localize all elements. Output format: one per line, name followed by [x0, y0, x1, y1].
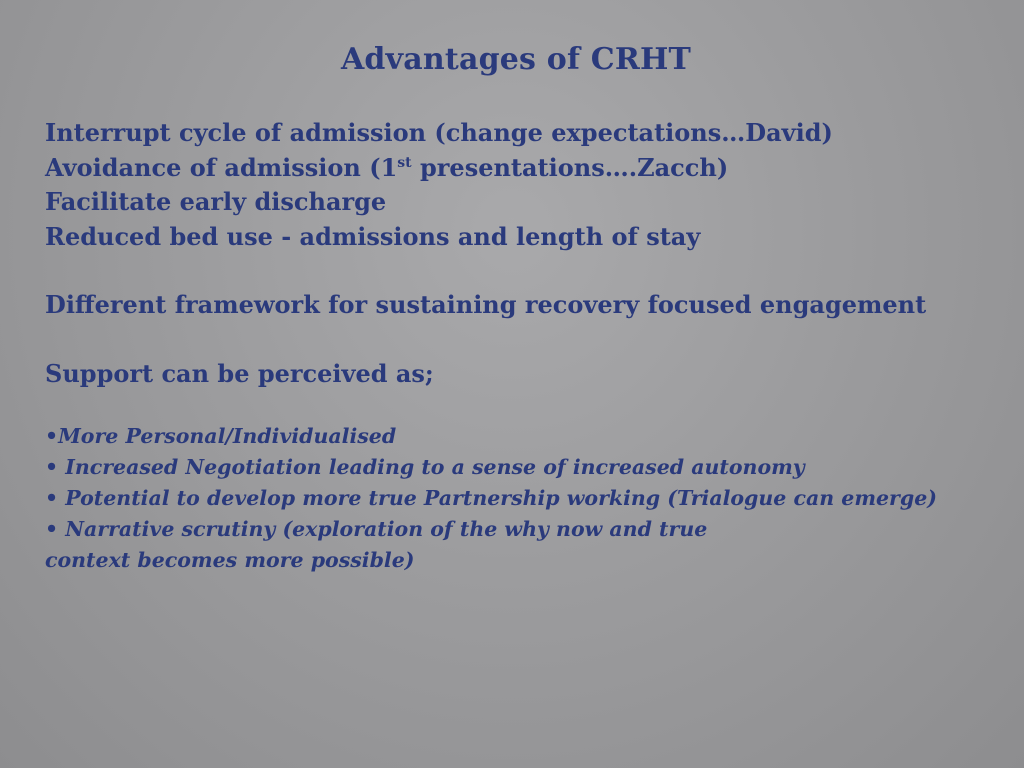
bullet-personal: [45, 421, 985, 452]
bullet-dot: •: [45, 424, 59, 448]
slide-title: Advantages of CRHT: [340, 42, 692, 77]
advantage-avoidance: [45, 151, 985, 186]
advantage-interrupt-cycle: Interrupt cycle of admission (change expectations…David): [45, 118, 833, 147]
bullet-dot: •: [45, 517, 59, 541]
framework-statement: Different framework for sustaining recovery focused engagement: [45, 290, 927, 319]
slide-body: [45, 116, 985, 576]
spacer: [45, 323, 985, 357]
bullet-text: Increased Negotiation leading to a sense of increased autonomy: [58, 455, 805, 479]
avoidance-text-start: Avoidance of admission (1: [45, 152, 398, 182]
spacer: [45, 254, 985, 288]
bullet-narrative: [45, 514, 985, 545]
bullet-text: More Personal/Individualised: [58, 424, 397, 448]
bullet-narrative-continued: context becomes more possible): [45, 548, 415, 572]
ordinal-superscript: st: [397, 154, 412, 171]
bullet-dot: •: [45, 486, 59, 510]
support-heading: Support can be perceived as;: [45, 358, 434, 388]
support-bullet-list: [45, 421, 985, 576]
spacer: [45, 391, 985, 421]
bullet-dot: •: [45, 455, 59, 479]
avoidance-text-end: presentations….Zacch): [411, 152, 729, 182]
bullet-partnership: [45, 483, 985, 514]
advantage-early-discharge: Facilitate early discharge: [45, 187, 387, 216]
bullet-negotiation: [45, 452, 985, 483]
bullet-text: Potential to develop more true Partnership working (Trialogue can emerge): [58, 486, 937, 510]
bullet-text: Narrative scrutiny (exploration of the why now and true: [58, 517, 708, 541]
advantage-reduced-bed-use: Reduced bed use - admissions and length of stay: [45, 221, 701, 251]
